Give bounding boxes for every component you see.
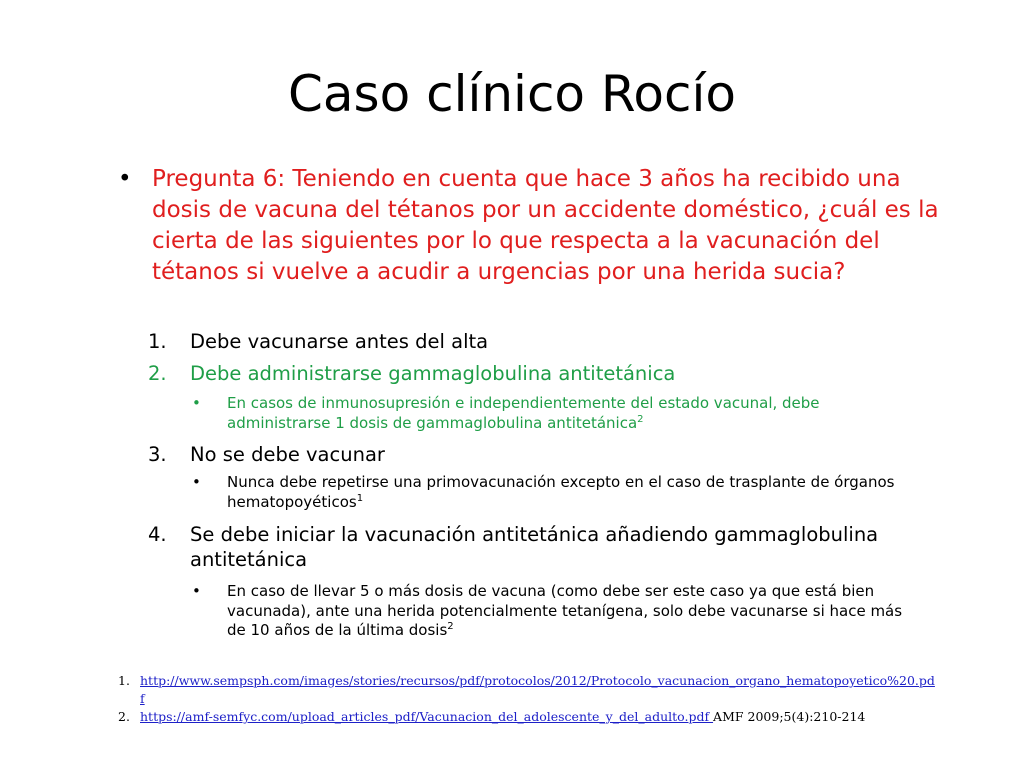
option-2 [148,361,938,386]
slide-title: Caso clínico Rocío [288,65,736,123]
reference-2 [118,708,938,726]
sub-bullet: • [192,473,201,491]
citation-marker: 1 [356,492,364,504]
question-text: Pregunta 6: Teniendo en cuenta que hace 3 años ha recibido una dosis de vacuna del tétanos por un accidente doméstico, ¿cuál es la cierta de las siguientes por lo que respecta a la vacunación del tétanos si vuelve a acudir a urgencias por una herida sucia? [152,166,939,285]
sub-bullet: • [192,582,201,600]
option-2-explanation [192,394,922,433]
reference-1 [118,672,938,708]
option-3 [148,442,938,467]
explanation-text: En caso de llevar 5 o más dosis de vacuna (como debe ser este caso ya que está bien vacunada), ante una herida potencialmente tetanígena, solo debe vacunarse si hace más de 10 años de la última dosis$^2$ [227,582,903,639]
option-text: Debe administrarse gammaglobulina antitetánica [190,362,676,385]
explanation-text: En casos de inmunosupresión e independientemente del estado vacunal, debe administrarse 1 dosis de gammaglobulina antitetánica$^2$ [227,394,820,432]
citation-marker: 2 [447,621,454,632]
option-number: 4. [148,523,167,546]
references [118,672,938,726]
option-number: 3. [148,443,167,466]
reference-link[interactable]: https://amf-semfyc.com/upload_articles_pdf/Vacunacion_del_adolescente_y_del_adulto.pdf [140,709,714,724]
option-text: Debe vacunarse antes del alta [190,330,489,353]
citation-marker: 2 [637,413,644,425]
option-text: Se debe iniciar la vacunación antitetánica añadiendo gammaglobulina antitetánica [190,523,879,571]
option-1 [148,329,938,354]
option-number: 2. [148,362,167,385]
explanation-text: Nunca debe repetirse una primovacunación excepto en el caso de trasplante de órganos hematopoyéticos$^1$ [227,473,895,511]
option-number: 1. [148,330,167,353]
question-block [118,164,948,288]
option-4 [148,522,938,572]
option-4-explanation [192,582,922,641]
reference-number: 1. [118,673,130,688]
reference-link[interactable]: http://www.sempsph.com/images/stories/recursos/pdf/protocolos/2012/Protocolo_vacunacion_organo_hematopoyetico%20.pdf [140,673,935,706]
reference-note: AMF 2009;5(4):210-214 [713,709,866,724]
reference-number: 2. [118,709,130,724]
option-text: No se debe vacunar [190,443,385,466]
sub-bullet: • [192,394,201,412]
question-bullet: • [118,166,132,192]
option-3-explanation [192,473,922,512]
